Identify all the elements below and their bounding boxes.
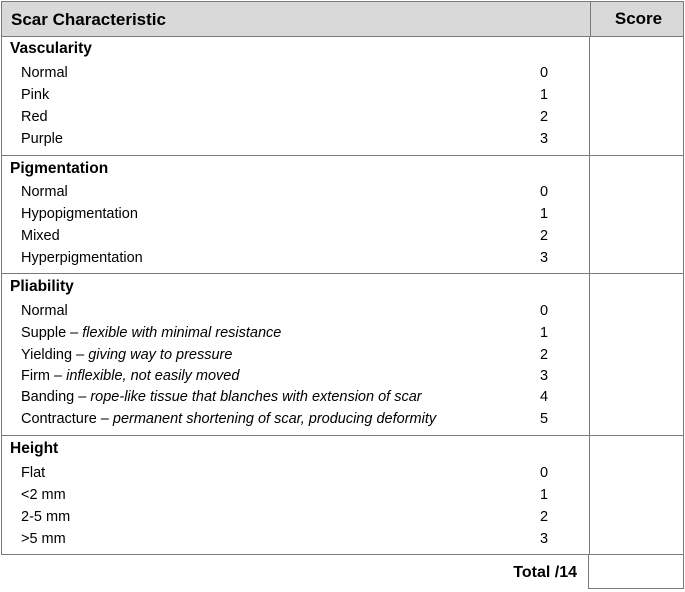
list-item: Yielding – giving way to pressure [21, 347, 233, 363]
points-value: 1 [539, 87, 549, 103]
section-title: Pigmentation [10, 160, 109, 177]
score-cell-vascularity[interactable] [589, 36, 685, 155]
points-value: 2 [539, 228, 549, 244]
list-item: Purple [21, 131, 63, 147]
points-value: 1 [539, 487, 549, 503]
points-value: 0 [539, 65, 549, 81]
points-value: 0 [539, 303, 549, 319]
section-pliability [1, 274, 684, 436]
score-cell-pliability[interactable] [589, 274, 685, 435]
list-item: 2-5 mm [21, 509, 71, 525]
section-height [1, 436, 684, 555]
characteristic-header: Scar Characteristic [11, 10, 166, 29]
list-item: Firm – inflexible, not easily moved [21, 368, 240, 384]
total-score-cell[interactable] [588, 555, 684, 589]
list-item: Normal [21, 303, 68, 319]
points-value: 1 [539, 325, 549, 341]
section-title: Pliability [10, 278, 74, 295]
list-item: <2 mm [21, 487, 66, 503]
list-item: Hypopigmentation [21, 206, 138, 222]
list-item: Hyperpigmentation [21, 250, 143, 266]
points-value: 2 [539, 509, 549, 525]
score-cell-pigmentation[interactable] [589, 156, 685, 273]
section-pigmentation [1, 156, 684, 274]
score-header: Score [590, 2, 685, 36]
points-value: 4 [539, 389, 549, 405]
list-item: Contracture – permanent shortening of scar, producing deformity [21, 411, 437, 427]
list-item: Banding – rope-like tissue that blanches with extension of scar [21, 389, 422, 405]
score-cell-height[interactable] [589, 436, 685, 554]
section-vascularity [1, 36, 684, 156]
total-row [1, 555, 684, 591]
list-item: Red [21, 109, 48, 125]
list-item: Mixed [21, 228, 60, 244]
list-item: Flat [21, 465, 46, 481]
list-item: Normal [21, 65, 68, 81]
points-value: 2 [539, 347, 549, 363]
list-item: >5 mm [21, 531, 66, 547]
table-header [1, 1, 684, 37]
points-value: 1 [539, 206, 549, 222]
list-item: Supple – flexible with minimal resistance [21, 325, 282, 341]
points-value: 0 [539, 465, 549, 481]
total-label: Total /14 [513, 564, 577, 581]
points-value: 0 [539, 184, 549, 200]
points-value: 3 [539, 368, 549, 384]
list-item: Normal [21, 184, 68, 200]
points-value: 3 [539, 131, 549, 147]
points-value: 2 [539, 109, 549, 125]
section-title: Vascularity [10, 40, 92, 57]
list-item: Pink [21, 87, 50, 103]
points-value: 3 [539, 531, 549, 547]
points-value: 5 [539, 411, 549, 427]
points-value: 3 [539, 250, 549, 266]
section-title: Height [10, 440, 59, 457]
